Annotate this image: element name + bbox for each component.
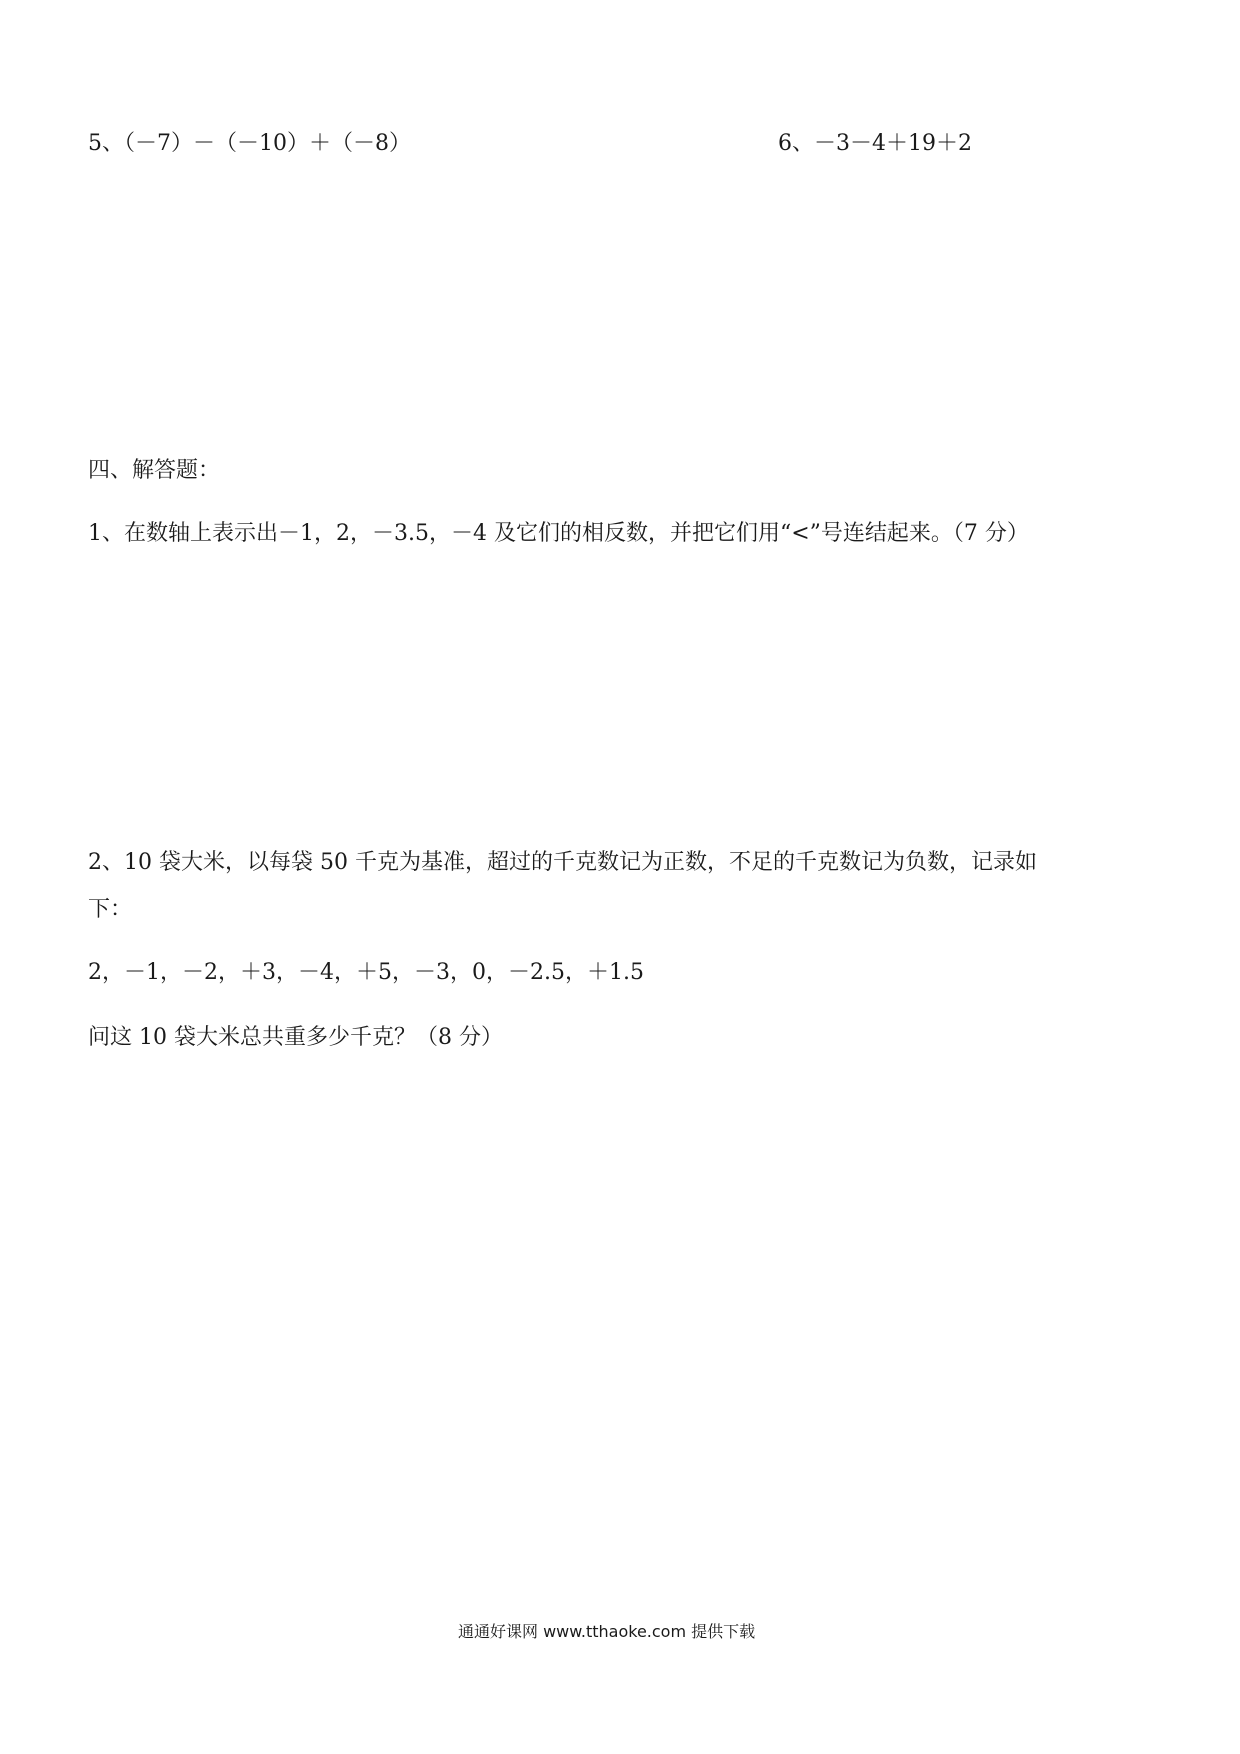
- question-2-ask: 问这 10 袋大米总共重多少千克？（8 分）: [88, 1025, 503, 1050]
- footer-text: 通通好课网 www.tthaoke.com 提供下载: [458, 1622, 756, 1641]
- question-2-line-2: 下：: [88, 897, 133, 922]
- section-heading: 四、解答题：: [88, 458, 221, 483]
- question-1: 1、在数轴上表示出－1，2，－3.5，－4 及它们的相反数，并把它们用“<”号连结起来。（7 分）: [88, 521, 1029, 546]
- question-2-data: 2，－1，－2，＋3，－4，＋5，－3，0，－2.5，＋1.5: [88, 960, 644, 985]
- problem-6: 6、－3－4＋19＋2: [778, 131, 972, 156]
- problem-5: 5、（－7）－（－10）＋（－8）: [88, 131, 411, 156]
- question-2-line-1: 2、10 袋大米，以每袋 50 千克为基准，超过的千克数记为正数，不足的千克数记为负数，记录如: [88, 850, 1037, 875]
